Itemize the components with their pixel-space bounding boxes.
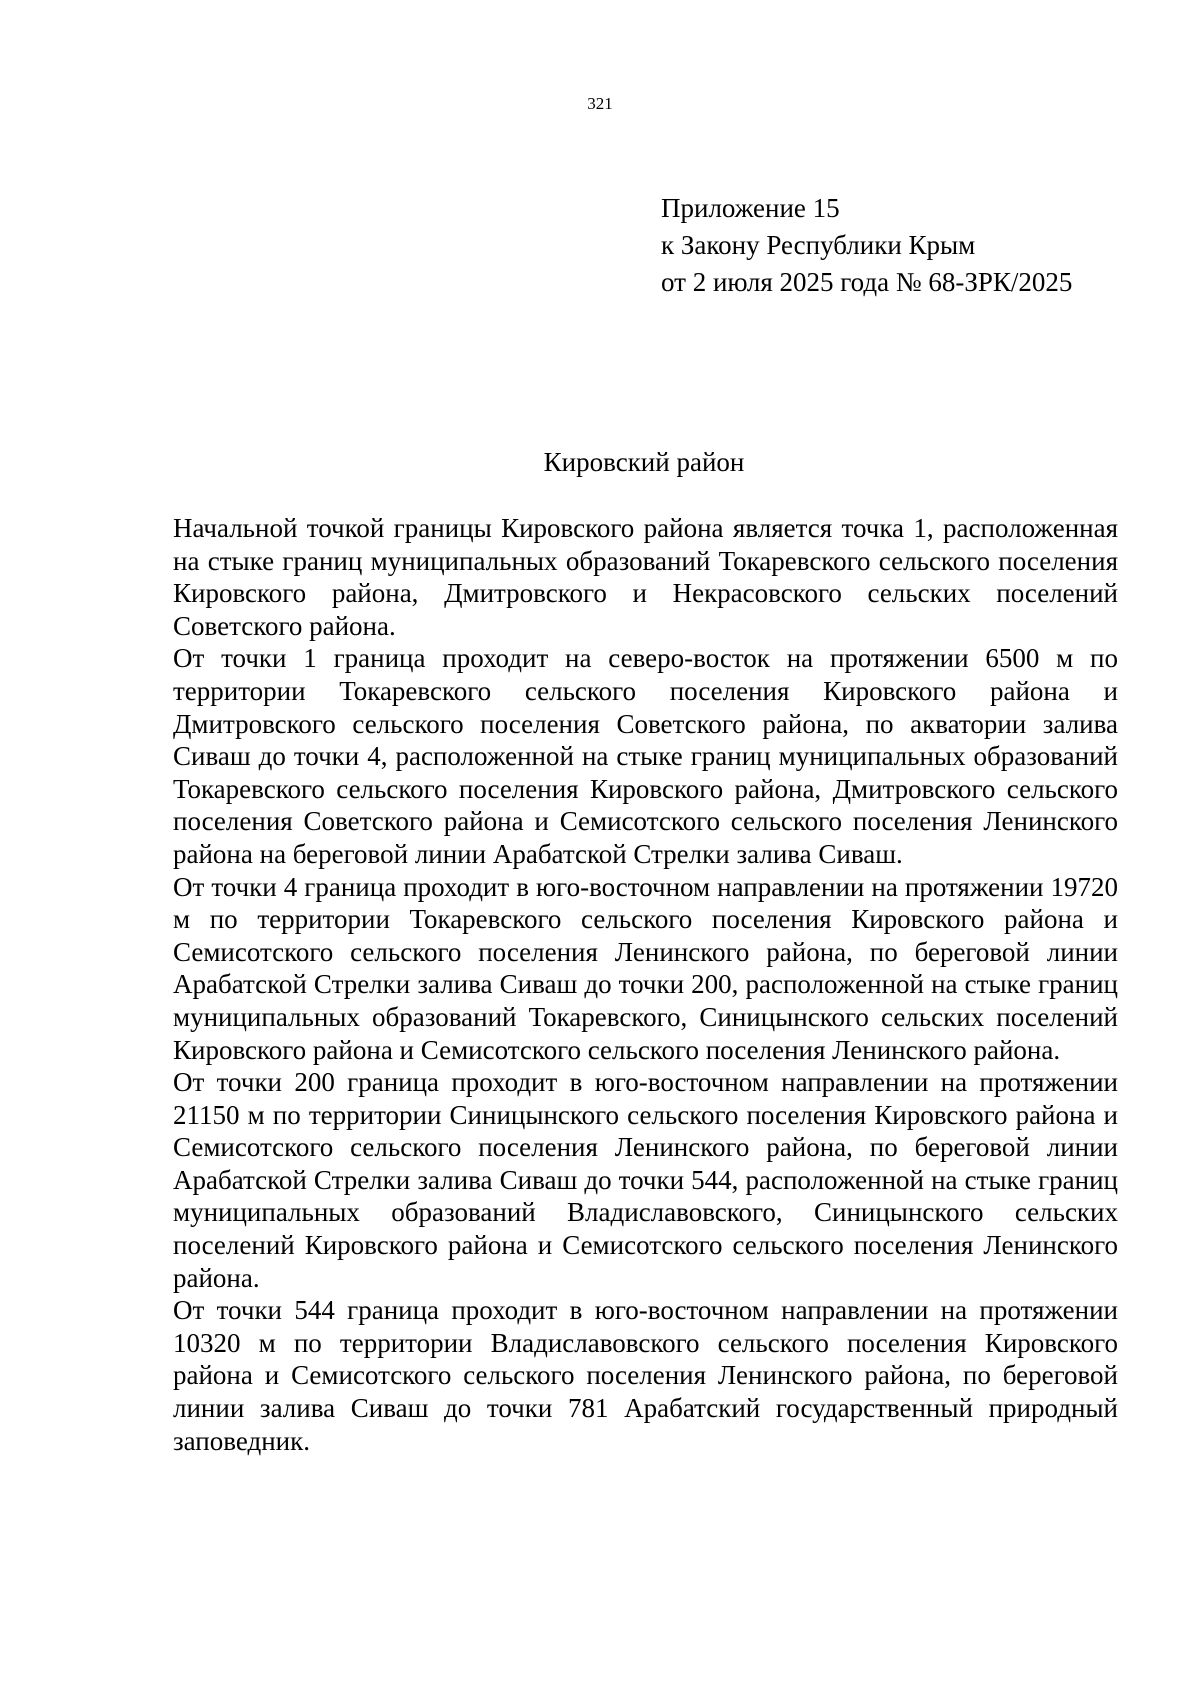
section-title: Кировский район bbox=[543, 447, 745, 477]
paragraph-from-point-544: От точки 544 граница проходит в юго-восточном направлении на протяжении 10320 м по территории Владиславовского сельского поселения Кировского района и Семисотского сельского поселения Ленинского района, по береговой линии залива Сиваш до точки 781 Арабатский государственный природный заповедник. bbox=[173, 1295, 1118, 1456]
paragraph-from-point-4: От точки 4 граница проходит в юго-восточном направлении на протяжении 19720 м по территории Токаревского сельского поселения Кировского района и Семисотского сельского поселения Ленинского района, по береговой линии Арабатской Стрелки залива Сиваш до точки 200, расположенной на стыке границ муниципальных образований Токаревского, Синицынского сельских поселений Кировского района и Семисотского сельского поселения Ленинского района. bbox=[173, 871, 1118, 1065]
appendix-law-date-number: от 2 июля 2025 года № 68-ЗРК/2025 bbox=[661, 267, 1073, 297]
appendix-header bbox=[661, 190, 1121, 301]
paragraph-from-point-1: От точки 1 граница проходит на северо-восток на протяжении 6500 м по территории Токаревского сельского поселения Кировского района и Дмитровского сельского поселения Советского района, по акватории залива Сиваш до точки 4, расположенной на стыке границ муниципальных образований Токаревского сельского поселения Кировского района, Дмитровского сельского поселения Советского района и Семисотского сельского поселения Ленинского района на береговой линии Арабатской Стрелки залива Сиваш. bbox=[173, 643, 1118, 869]
appendix-law-reference: к Закону Республики Крым bbox=[661, 230, 976, 260]
paragraph-from-point-200: От точки 200 граница проходит в юго-восточном направлении на протяжении 21150 м по территории Синицынского сельского поселения Кировского района и Семисотского сельского поселения Ленинского района, по береговой линии Арабатской Стрелки залива Сиваш до точки 544, расположенной на стыке границ муниципальных образований Владиславовского, Синицынского сельских поселений Кировского района и Семисотского сельского поселения Ленинского района. bbox=[173, 1067, 1118, 1293]
appendix-title: Приложение 15 bbox=[661, 193, 840, 223]
paragraph-starting-point: Начальной точкой границы Кировского района является точка 1, расположенная на стыке границ муниципальных образований Токаревского сельского поселения Кировского района, Дмитровского и Некрасовского сельских поселений Советского района. bbox=[173, 513, 1118, 641]
page-number: 321 bbox=[587, 94, 613, 113]
boundary-description bbox=[173, 512, 1118, 1457]
